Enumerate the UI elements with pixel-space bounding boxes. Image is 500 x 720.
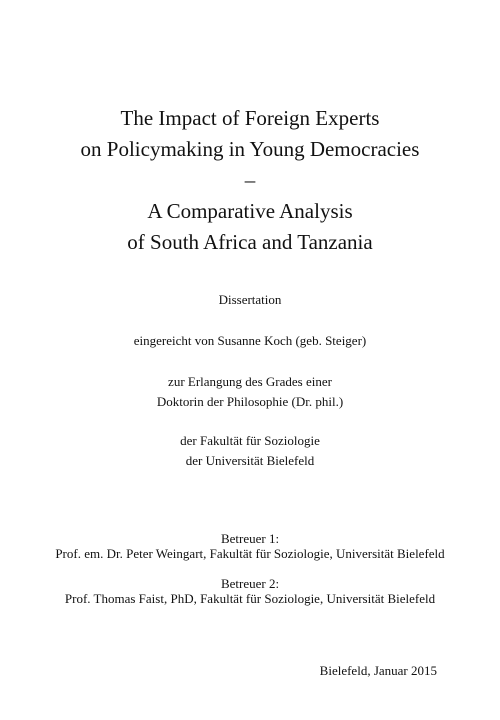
submitted-by: eingereicht von Susanne Koch (geb. Steiger) xyxy=(133,333,367,348)
dissertation-title xyxy=(0,103,500,258)
place-and-date: Bielefeld, Januar 2015 xyxy=(319,663,437,678)
faculty-line-2: der Universität Bielefeld xyxy=(185,453,315,468)
supervisor-1-name: Prof. em. Dr. Peter Weingart, Fakultät für Soziologie, Universität Bielefeld xyxy=(55,546,445,561)
title-line-3: A Comparative Analysis xyxy=(147,199,353,223)
supervisor-2-label: Betreuer 2: xyxy=(220,576,280,591)
degree-line-1: zur Erlangung des Grades einer xyxy=(168,374,332,389)
title-line-1: The Impact of Foreign Experts xyxy=(120,106,380,130)
title-line-4: of South Africa and Tanzania xyxy=(127,230,373,254)
title-line-2: on Policymaking in Young Democracies xyxy=(80,137,420,161)
faculty-line-1: der Fakultät für Soziologie xyxy=(180,433,320,448)
supervisor-2-name: Prof. Thomas Faist, PhD, Fakultät für Soziologie, Universität Bielefeld xyxy=(64,591,436,606)
supervisor-1-label: Betreuer 1: xyxy=(220,531,280,546)
title-dash: – xyxy=(244,168,256,192)
document-type: Dissertation xyxy=(218,292,282,307)
degree-line-2: Doktorin der Philosophie (Dr. phil.) xyxy=(156,394,344,409)
